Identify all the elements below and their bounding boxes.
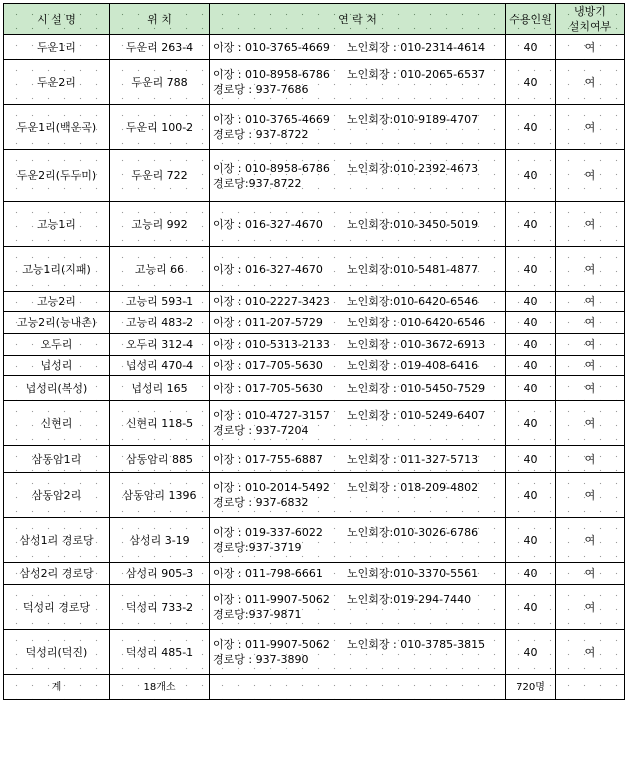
elder-phone: 노인회장 : 010-2065-6537 (347, 68, 486, 81)
table-row (4, 292, 625, 312)
facility-name: 신현리 (4, 401, 110, 446)
facility-name: 고능1리(지패) (4, 247, 110, 292)
facility-contact (210, 401, 506, 446)
total-contact-empty (210, 675, 506, 700)
hall-phone: 경로당 : 937-3890 (213, 653, 309, 666)
facility-location: 고능리 66 (110, 247, 210, 292)
hall-phone: 경로당 : 937-8722 (213, 128, 309, 141)
table-row (4, 356, 625, 376)
facility-capacity: 40 (506, 401, 556, 446)
facility-ac: 여 (556, 401, 625, 446)
facility-contact (210, 630, 506, 675)
facility-ac: 여 (556, 247, 625, 292)
facility-ac: 여 (556, 334, 625, 356)
facility-ac: 여 (556, 35, 625, 60)
elder-phone: 노인회장:010-6420-6546 (347, 295, 479, 308)
facility-name: 두운2리 (4, 60, 110, 105)
contact-line (213, 480, 502, 495)
facility-contact (210, 150, 506, 202)
contact-line (213, 217, 502, 232)
facility-contact (210, 35, 506, 60)
facility-location: 고능리 593-1 (110, 292, 210, 312)
table-row (4, 401, 625, 446)
contact-line (213, 637, 502, 652)
facility-location: 삼동암리 885 (110, 446, 210, 473)
hall-phone: 경로당 : 937-7204 (213, 424, 309, 437)
facility-location: 삼성리 905-3 (110, 563, 210, 585)
facility-ac: 여 (556, 585, 625, 630)
facility-location: 두운리 100-2 (110, 105, 210, 150)
facility-name: 삼동암1리 (4, 446, 110, 473)
chief-phone: 이장 : 017-705-5630 (213, 359, 323, 372)
chief-phone: 이장 : 010-2014-5492 (213, 481, 330, 494)
facility-name: 고능1리 (4, 202, 110, 247)
table-row (4, 60, 625, 105)
table-row (4, 630, 625, 675)
facility-capacity: 40 (506, 563, 556, 585)
facility-name: 넙성리 (4, 356, 110, 376)
table-row (4, 376, 625, 401)
facility-contact (210, 292, 506, 312)
elder-phone: 노인회장 : 010-5450-7529 (347, 381, 486, 395)
elder-phone: 노인회장 : 019-408-6416 (347, 359, 479, 372)
contact-line (213, 358, 502, 373)
contact-line (213, 40, 502, 55)
elder-phone: 노인회장:010-5481-4877 (347, 262, 479, 276)
elder-phone: 노인회장:010-2392-4673 (347, 161, 479, 175)
facility-capacity: 40 (506, 334, 556, 356)
facility-table-wrapper (3, 3, 625, 700)
header-contact: 연 락 처 (210, 4, 506, 35)
header-name: 시 설 명 (4, 4, 110, 35)
header-ac (556, 4, 625, 35)
total-capacity: 720명 (506, 675, 556, 700)
contact-line (213, 452, 502, 467)
facility-location: 오두리 312-4 (110, 334, 210, 356)
facility-ac: 여 (556, 356, 625, 376)
facility-ac: 여 (556, 150, 625, 202)
facility-contact (210, 312, 506, 334)
total-count: 18개소 (110, 675, 210, 700)
contact-line (213, 112, 502, 127)
chief-phone: 이장 : 010-8958-6786 (213, 68, 330, 81)
table-row (4, 150, 625, 202)
facility-name: 삼성2리 경로당 (4, 563, 110, 585)
chief-phone: 이장 : 010-3765-4669 (213, 40, 330, 54)
chief-phone: 이장 : 011-798-6661 (213, 567, 323, 580)
facility-location: 고능리 483-2 (110, 312, 210, 334)
facility-location: 넙성리 470-4 (110, 356, 210, 376)
chief-phone: 이장 : 017-705-5630 (213, 381, 323, 395)
table-row (4, 35, 625, 60)
hall-phone: 경로당:937-9871 (213, 608, 302, 621)
facility-capacity: 40 (506, 247, 556, 292)
contact-line (213, 262, 502, 277)
total-ac-empty (556, 675, 625, 700)
facility-contact (210, 356, 506, 376)
facility-ac: 여 (556, 446, 625, 473)
facility-capacity: 40 (506, 292, 556, 312)
elder-phone: 노인회장:010-3370-5561 (347, 567, 479, 580)
chief-phone: 이장 : 011-207-5729 (213, 316, 323, 329)
elder-phone: 노인회장 : 018-209-4802 (347, 481, 479, 494)
facility-contact (210, 334, 506, 356)
chief-phone: 이장 : 010-8958-6786 (213, 161, 330, 175)
facility-location: 두운리 263-4 (110, 35, 210, 60)
chief-phone: 이장 : 011-9907-5062 (213, 638, 330, 651)
facility-capacity: 40 (506, 630, 556, 675)
facility-ac: 여 (556, 105, 625, 150)
facility-location: 넙성리 165 (110, 376, 210, 401)
header-row (4, 4, 625, 35)
facility-capacity: 40 (506, 376, 556, 401)
elder-phone: 노인회장:010-3026-6786 (347, 526, 479, 539)
facility-name: 덕성리(덕진) (4, 630, 110, 675)
facility-ac: 여 (556, 202, 625, 247)
facility-name: 넙성리(복성) (4, 376, 110, 401)
facility-name: 두운1리 (4, 35, 110, 60)
facility-contact (210, 202, 506, 247)
facility-name: 두운2리(두두미) (4, 150, 110, 202)
elder-phone: 노인회장 : 010-6420-6546 (347, 316, 486, 329)
hall-phone: 경로당 : 937-6832 (213, 496, 309, 509)
table-row (4, 312, 625, 334)
contact-line (213, 525, 502, 540)
facility-contact (210, 563, 506, 585)
chief-phone: 이장 : 016-327-4670 (213, 262, 323, 276)
facility-contact (210, 105, 506, 150)
facility-ac: 여 (556, 563, 625, 585)
chief-phone: 이장 : 011-9907-5062 (213, 593, 330, 606)
facility-contact (210, 60, 506, 105)
table-row (4, 105, 625, 150)
contact-line (213, 381, 502, 396)
chief-phone: 이장 : 019-337-6022 (213, 526, 323, 539)
header-ac-line2: 설치여부 (568, 20, 612, 33)
table-row (4, 247, 625, 292)
total-row (4, 675, 625, 700)
facility-location: 고능리 992 (110, 202, 210, 247)
facility-contact (210, 585, 506, 630)
elder-phone: 노인회장 : 010-5249-6407 (347, 409, 486, 422)
chief-phone: 이장 : 016-327-4670 (213, 217, 323, 231)
contact-line (213, 337, 502, 352)
contact-line (213, 161, 502, 176)
facility-name: 오두리 (4, 334, 110, 356)
contact-line (213, 294, 502, 309)
facility-capacity: 40 (506, 35, 556, 60)
facility-ac: 여 (556, 60, 625, 105)
facility-capacity: 40 (506, 202, 556, 247)
chief-phone: 이장 : 010-4727-3157 (213, 409, 330, 422)
facility-ac: 여 (556, 630, 625, 675)
table-row (4, 202, 625, 247)
facility-location: 두운리 722 (110, 150, 210, 202)
facility-ac: 여 (556, 292, 625, 312)
header-capacity: 수용인원 (506, 4, 556, 35)
facility-capacity: 40 (506, 150, 556, 202)
chief-phone: 이장 : 017-755-6887 (213, 452, 323, 466)
elder-phone: 노인회장 : 010-2314-4614 (347, 40, 486, 54)
table-row (4, 446, 625, 473)
table-row (4, 334, 625, 356)
contact-line (213, 592, 502, 607)
facility-ac: 여 (556, 473, 625, 518)
facility-ac: 여 (556, 518, 625, 563)
facility-contact (210, 446, 506, 473)
facility-capacity: 40 (506, 473, 556, 518)
facility-ac: 여 (556, 312, 625, 334)
facility-capacity: 40 (506, 518, 556, 563)
facility-ac: 여 (556, 376, 625, 401)
facility-contact (210, 247, 506, 292)
chief-phone: 이장 : 010-3765-4669 (213, 113, 330, 126)
contact-line (213, 315, 502, 330)
elder-phone: 노인회장 : 011-327-5713 (347, 452, 479, 466)
facility-capacity: 40 (506, 60, 556, 105)
facility-name: 고능2리(능내촌) (4, 312, 110, 334)
elder-phone: 노인회장 : 010-3785-3815 (347, 638, 486, 651)
facility-contact (210, 376, 506, 401)
facility-name: 두운1리(백운곡) (4, 105, 110, 150)
facility-location: 삼동암리 1396 (110, 473, 210, 518)
facility-contact (210, 518, 506, 563)
facility-capacity: 40 (506, 105, 556, 150)
chief-phone: 이장 : 010-2227-3423 (213, 295, 330, 308)
elder-phone: 노인회장 : 010-3672-6913 (347, 338, 486, 351)
facility-name: 삼성1리 경로당 (4, 518, 110, 563)
facility-contact (210, 473, 506, 518)
facility-name: 고능2리 (4, 292, 110, 312)
table-row (4, 563, 625, 585)
facility-capacity: 40 (506, 446, 556, 473)
facility-capacity: 40 (506, 356, 556, 376)
facility-capacity: 40 (506, 312, 556, 334)
table-row (4, 585, 625, 630)
contact-line (213, 408, 502, 423)
hall-phone: 경로당:937-3719 (213, 541, 302, 554)
contact-line (213, 566, 502, 581)
facility-location: 신현리 118-5 (110, 401, 210, 446)
facility-location: 덕성리 733-2 (110, 585, 210, 630)
total-label: 계 (4, 675, 110, 700)
elder-phone: 노인회장:019-294-7440 (347, 593, 472, 606)
facility-location: 삼성리 3-19 (110, 518, 210, 563)
facility-table (3, 3, 625, 700)
elder-phone: 노인회장:010-3450-5019 (347, 217, 479, 231)
table-row (4, 473, 625, 518)
facility-name: 삼동암2리 (4, 473, 110, 518)
header-ac-line1: 냉방기 (574, 5, 606, 18)
facility-location: 덕성리 485-1 (110, 630, 210, 675)
hall-phone: 경로당:937-8722 (213, 176, 302, 190)
hall-phone: 경로당 : 937-7686 (213, 83, 309, 96)
table-body (4, 35, 625, 700)
chief-phone: 이장 : 010-5313-2133 (213, 338, 330, 351)
facility-location: 두운리 788 (110, 60, 210, 105)
facility-name: 덕성리 경로당 (4, 585, 110, 630)
contact-line (213, 67, 502, 82)
header-location: 위 치 (110, 4, 210, 35)
elder-phone: 노인회장:010-9189-4707 (347, 113, 479, 126)
table-row (4, 518, 625, 563)
facility-capacity: 40 (506, 585, 556, 630)
